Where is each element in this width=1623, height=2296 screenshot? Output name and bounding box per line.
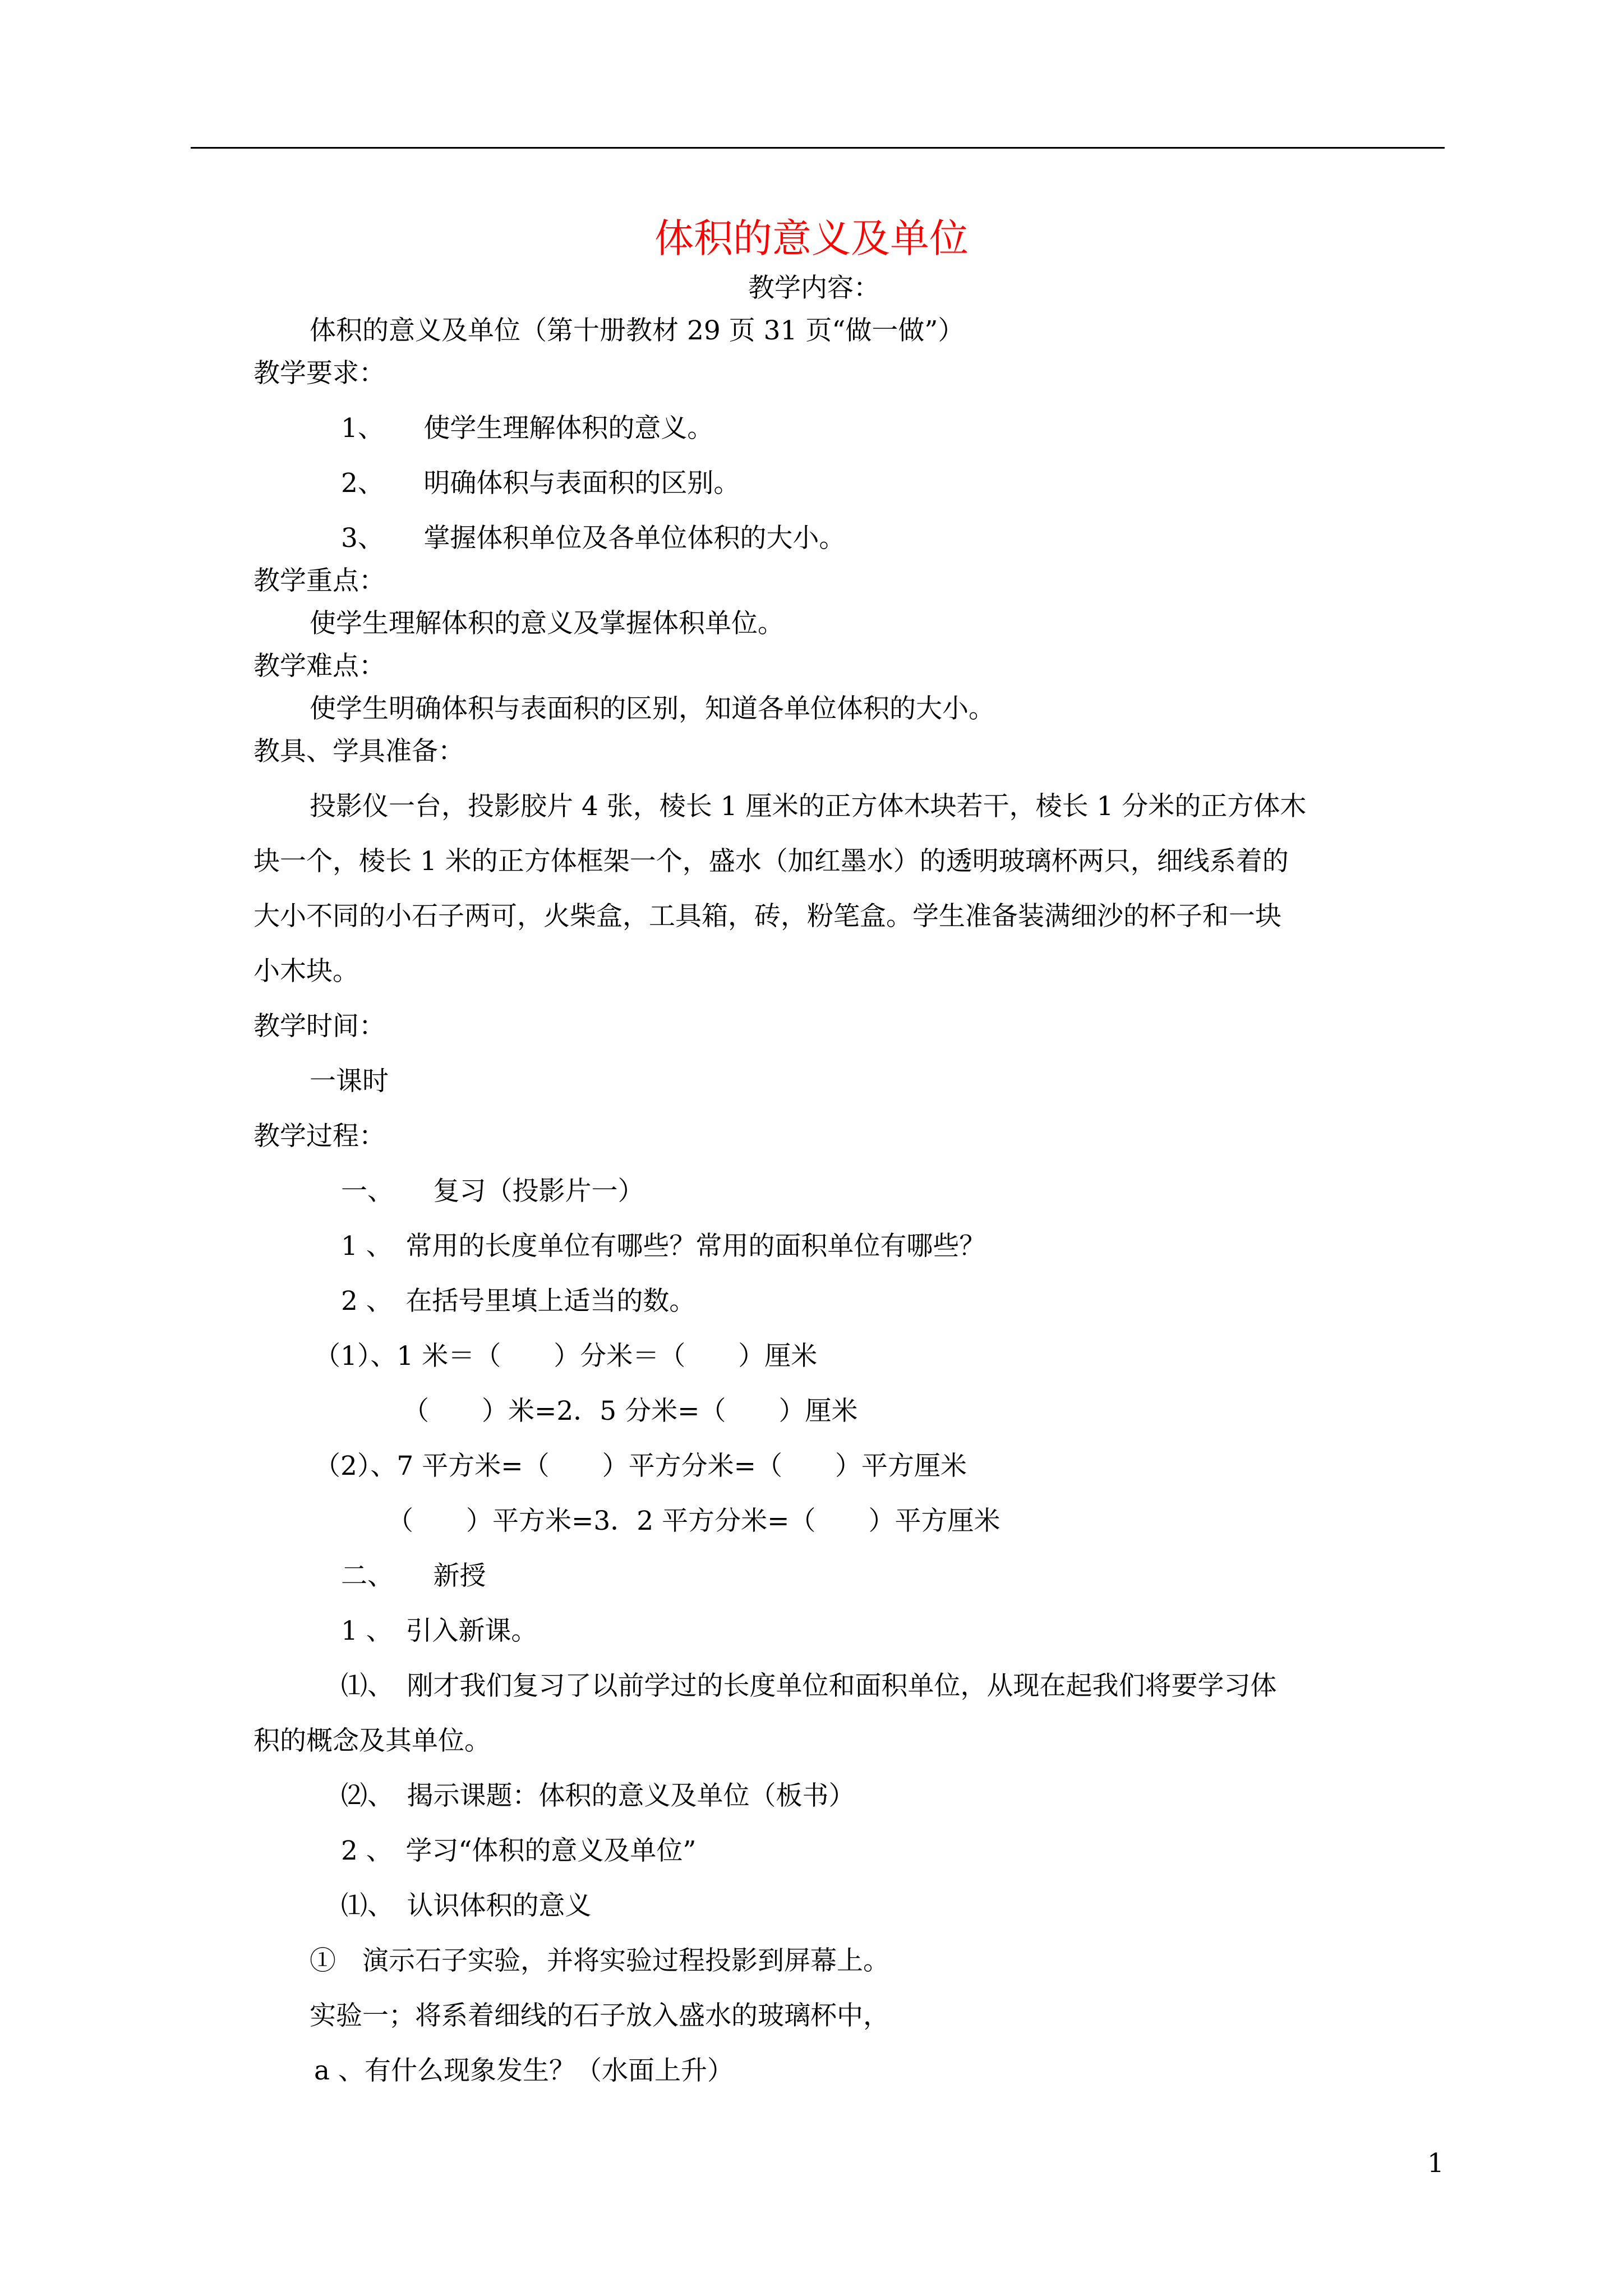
text-line: 2 、 在括号里填上适当的数。	[341, 1286, 696, 1317]
header-rule	[191, 147, 1445, 149]
text-line: 实验一；将系着细线的石子放入盛水的玻璃杯中，	[310, 2000, 889, 2031]
text-line: 3、 掌握体积单位及各单位体积的大小。	[341, 523, 846, 554]
text-line: 2、 明确体积与表面积的区别。	[341, 468, 740, 499]
text-line: 教学要求：	[253, 358, 385, 389]
text-line: ① 演示石子实验，并将实验过程投影到屏幕上。	[310, 1945, 889, 1976]
text-line: 使学生明确体积与表面积的区别，知道各单位体积的大小。	[310, 693, 995, 724]
text-line: 块一个，棱长 1 米的正方体框架一个，盛水（加红墨水）的透明玻璃杯两只，细线系着的	[253, 846, 1289, 877]
text-line: ⑴、 刚才我们复习了以前学过的长度单位和面积单位，从现在起我们将要学习体	[341, 1671, 1277, 1701]
text-line: 教学重点：	[253, 565, 385, 596]
text-line: 二、 新授	[341, 1561, 486, 1591]
text-line: 教具、学具准备：	[253, 736, 464, 767]
page-number: 1	[1427, 2148, 1444, 2179]
text-line: 教学时间：	[253, 1011, 385, 1042]
text-line: 1 、 引入新课。	[341, 1616, 538, 1646]
text-line: 大小不同的小石子两可，火柴盒，工具箱，砖，粉笔盒。学生准备装满细沙的杯子和一块	[253, 901, 1281, 932]
text-line: （ ）米=2．5 分米=（ ）厘米	[403, 1396, 858, 1427]
text-line: ⑴、 认识体积的意义	[341, 1890, 592, 1921]
text-line: 2 、 学习“体积的意义及单位”	[341, 1835, 697, 1866]
text-line: 一、 复习（投影片一）	[341, 1176, 644, 1207]
text-line: 教学难点：	[253, 651, 385, 682]
text-line: 积的概念及其单位。	[253, 1726, 491, 1756]
text-line: （ ）平方米=3．2 平方分米=（ ）平方厘米	[387, 1506, 1000, 1536]
text-line: 一课时	[310, 1066, 389, 1097]
text-line: 教学内容：	[748, 273, 880, 303]
text-line: a 、有什么现象发生？（水面上升）	[314, 2055, 734, 2086]
text-line: 体积的意义及单位（第十册教材 29 页 31 页“做一做”）	[310, 315, 965, 346]
text-line: 小木块。	[253, 956, 359, 987]
document-title: 体积的意义及单位	[654, 215, 969, 261]
text-line: 1 、 常用的长度单位有哪些？常用的面积单位有哪些？	[341, 1231, 986, 1262]
text-line: （2）、7 平方米=（ ）平方分米=（ ）平方厘米	[314, 1451, 967, 1481]
text-line: 使学生理解体积的意义及掌握体积单位。	[310, 608, 784, 639]
text-line: 教学过程：	[253, 1121, 385, 1152]
text-line: 投影仪一台，投影胶片 4 张，棱长 1 厘米的正方体木块若干，棱长 1 分米的正方体木	[310, 791, 1307, 822]
text-line: （1）、1 米＝（ ）分米＝（ ）厘米	[314, 1341, 818, 1372]
text-line: ⑵、 揭示课题：体积的意义及单位（板书）	[341, 1780, 855, 1811]
text-line: 1、 使学生理解体积的意义。	[341, 413, 714, 444]
